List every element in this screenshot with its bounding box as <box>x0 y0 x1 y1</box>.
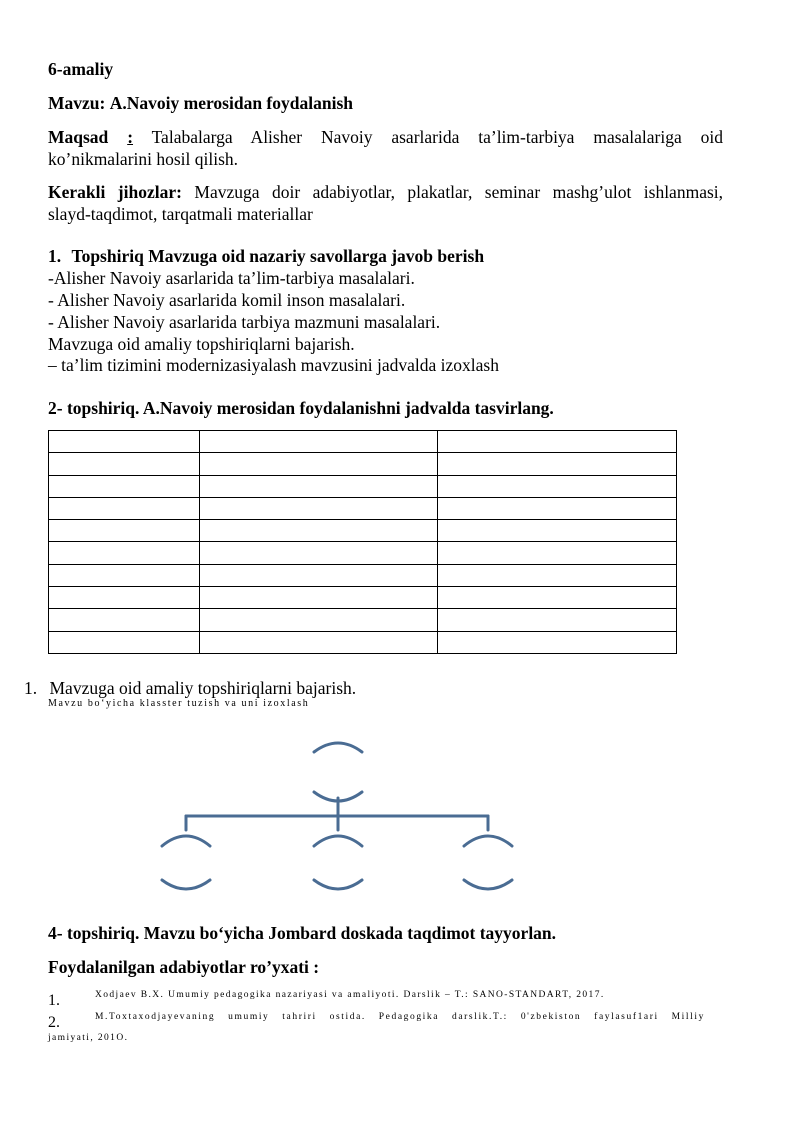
reference-1-number: 1. <box>48 992 60 1009</box>
topic-text: A.Navoiy merosidan foydalanish <box>109 93 353 113</box>
goal-text-1: Talabalarga Alisher Navoiy asarlarida ta’lim-tarbiya masalalariga oid <box>151 127 724 147</box>
cluster-middle-node-upper-arc <box>314 836 362 846</box>
cluster-left-node-lower-arc <box>162 880 210 889</box>
cluster-right-node-lower-arc <box>464 880 512 889</box>
goal-text-2: ko’nikmalarini hosil qilish. <box>48 149 239 169</box>
cluster-right-node-upper-arc <box>464 836 512 846</box>
task4-title: 4- topshiriq. Mavzu bo‘yicha Jombard doskada taqdimot tayyorlan. <box>48 923 557 943</box>
reference-2-continuation: jamiyati, 201O. <box>48 1033 129 1043</box>
page-heading: 6-amaliy <box>48 59 114 79</box>
equipment-label: Kerakli jihozlar: <box>48 182 182 202</box>
goal-colon: : <box>127 127 134 147</box>
task1-title: Topshiriq Mavzuga oid nazariy savollarga javob berish <box>71 246 485 266</box>
task3-title: Mavzuga oid amaliy topshiriqlarni bajarish. <box>49 678 357 698</box>
cluster-top-node-upper-arc <box>314 743 362 752</box>
cluster-middle-node-lower-arc <box>314 880 362 889</box>
task1-line-3: - Alisher Navoiy asarlarida tarbiya mazmuni masalalari. <box>48 312 441 332</box>
topic-label: Mavzu: <box>48 93 106 113</box>
equipment-text-1: Mavzuga doir adabiyotlar, plakatlar, seminar mashg’ulot ishlanmasi, <box>194 182 724 202</box>
equipment-text-2: slayd-taqdimot, tarqatmali materiallar <box>48 204 313 224</box>
task3-number: 1. <box>24 678 38 698</box>
task1-line-4: Mavzuga oid amaliy topshiriqlarni bajarish. <box>48 334 355 354</box>
reference-2-text: M.Toxtaxodjayevaning umumiy tahriri ostida. Pedagogika darslik.T.: 0'zbekiston faylasuf1ari Milliy <box>95 1012 705 1022</box>
reference-2-number: 2. <box>48 1014 60 1031</box>
task1-line-2: - Alisher Navoiy asarlarida komil inson masalalari. <box>48 290 406 310</box>
task2-title: 2- topshiriq. A.Navoiy merosidan foydalanishni jadvalda tasvirlang. <box>48 398 554 418</box>
references-title: Foydalanilgan adabiyotlar ro’yxati : <box>48 957 320 977</box>
cluster-left-node-upper-arc <box>162 836 210 846</box>
task1-line-5: – ta’lim tizimini modernizasiyalash mavzusini jadvalda izoxlash <box>48 355 499 375</box>
reference-1-text: Xodjaev B.X. Umumiy pedagogika nazariyasi va amaliyoti. Darslik – T.: SANO-STANDART, 2017. <box>95 990 605 1000</box>
task3-subtitle: Mavzu bo‘yicha klasster tuzish va uni izoxlash <box>48 698 310 709</box>
task1-line-1: -Alisher Navoiy asarlarida ta’lim-tarbiya masalalari. <box>48 268 415 288</box>
goal-label: Maqsad <box>48 127 109 147</box>
task1-number: 1. <box>48 246 62 266</box>
